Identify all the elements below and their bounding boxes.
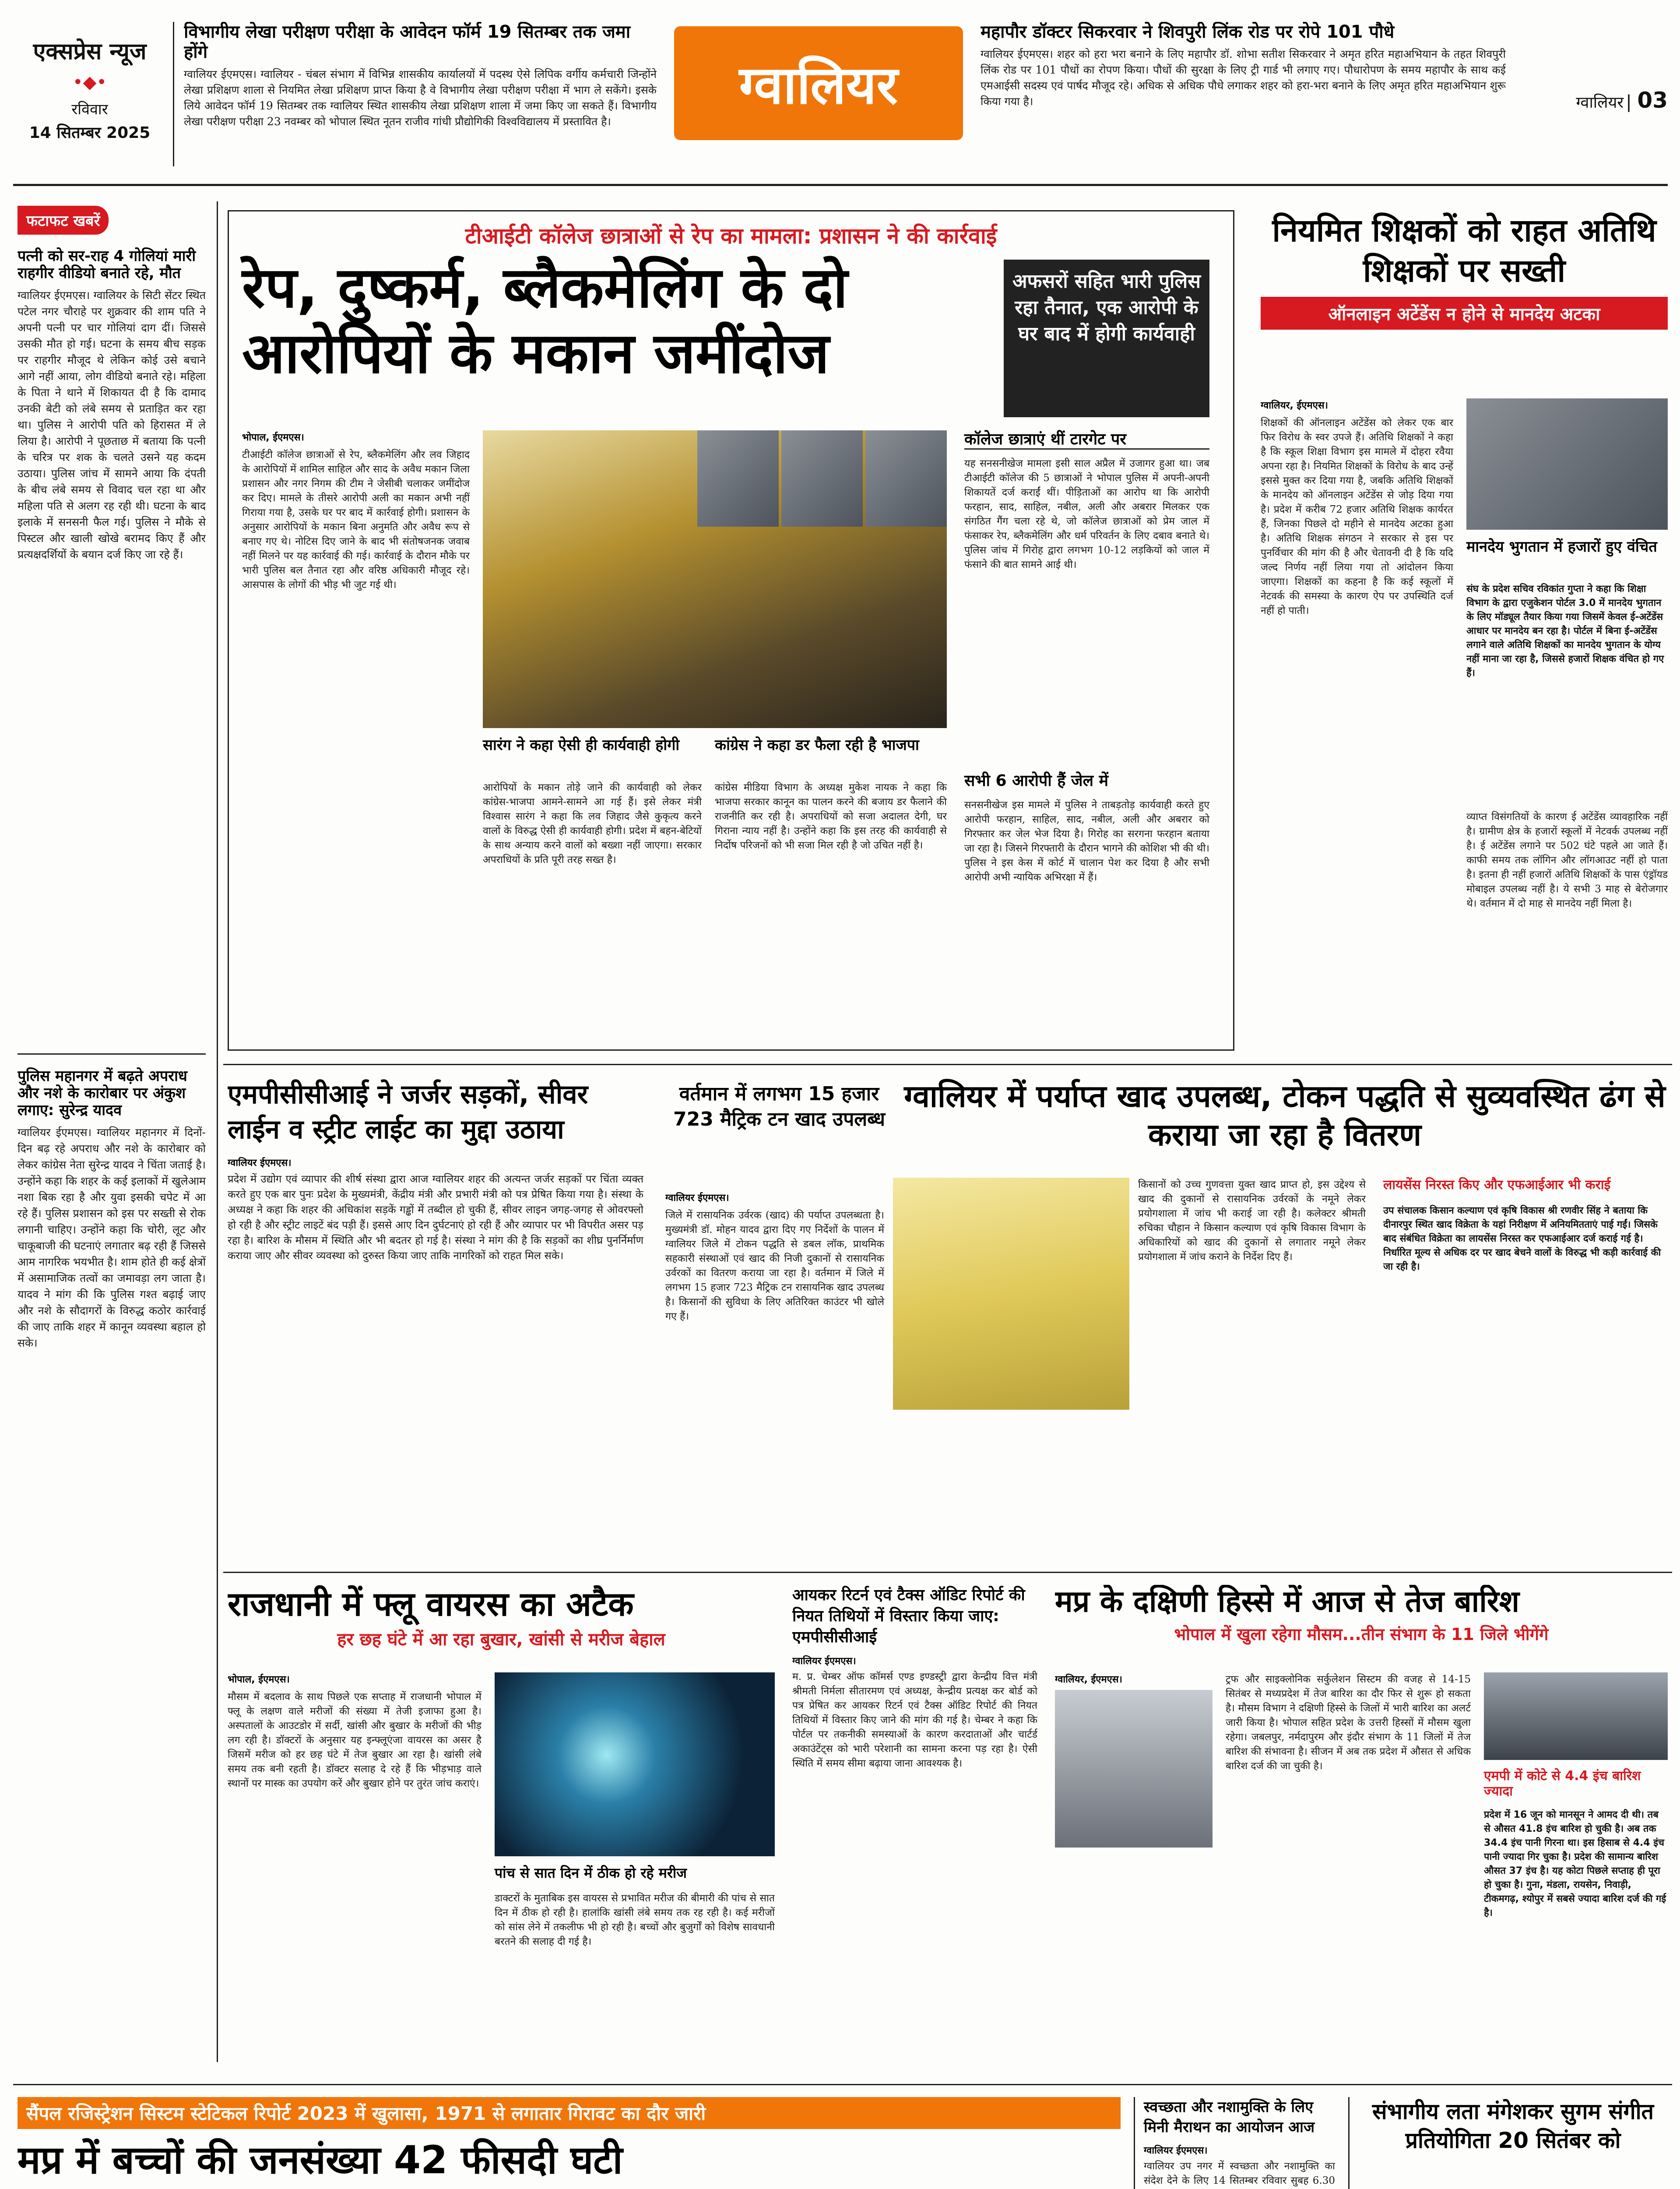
issue-day: रविवार bbox=[71, 101, 108, 118]
fatafat-text-1: ग्वालियर ईएमएस। ग्वालियर के सिटी सेंटर स्थित पटेल नगर चौराहे पर शुक्रवार की शाम पति ने अपनी पत्नी पर चार गोलियां दाग दीं। जिससे उसकी मौत हो गई। घटना के समय बीच सड़क पर राहगीर मौजूद थे लेकिन कोई उसे बचाने आगे नहीं आया, लोग वीडियो बनाते रहे। महिला के पिता ने थाने में शिकायत दी है कि दामाद उनकी बेटी को लंबे समय से प्रताड़ित कर रहा था। पुलिस ने आरोपी पति को हिरासत में ले लिया है। आरोपी ने पूछताछ में बताया कि पत्नी के चरित्र पर शक के चलते उसने यह कदम उठाया। पुलिस जांच में सामने आया कि दंपती के बीच लंबे समय से विवाद चल रहा था और महिला पति से अलग रह रही थी। घटना के बाद इलाके में सनसनी फैल गई। पुलिस ने मौके से पिस्टल और खाली खोखे बरामद किए हैं और प्रत्यक्षदर्शियों के बयान दर्ज किए जा रहे हैं। bbox=[18, 289, 206, 561]
flu-story bbox=[228, 1585, 775, 2071]
fatafat-column bbox=[18, 206, 206, 2045]
mpcci-roads-story bbox=[228, 1077, 643, 1559]
teachers-box-title: मानदेय भुगतान में हजारों हुए वंचित bbox=[1466, 538, 1657, 556]
flu-text-2: डाक्टरों के मुताबिक इस वायरस से प्रभावित मरीज की बीमारी की पांच से सात दिन में ठीक हो रही है। हालांकि खांसी लंबे समय तक रह रही है। कई मरीजों को सांस लेने में तकलीफ भी हो रही है। बच्चों और बुजुर्गों को विशेष सावधानी बरतने की सलाह दी गई है। bbox=[495, 1893, 775, 1947]
lead-text-congress: कांग्रेस मीडिया विभाग के अध्यक्ष मुकेश नायक ने कहा कि भाजपा सरकार कानून का पालन करने की बजाय डर फैलाने की राजनीति कर रही है। अपराधियों को सजा अदालत देगी, घर गिराना न्याय नहीं है। उन्होंने कहा कि इस तरह की कार्यवाही से निर्दोष परिजनों को भी सजा मिल रही है जो उचित नहीं है। bbox=[715, 782, 947, 851]
music-story bbox=[1348, 2097, 1668, 2189]
top-right-news bbox=[981, 22, 1506, 171]
teachers-story bbox=[1261, 210, 1668, 1051]
fertilizer-story bbox=[665, 1077, 1668, 1559]
accused-photo-2 bbox=[781, 430, 863, 527]
top-left-news bbox=[184, 22, 657, 171]
teachers-headline: नियमित शिक्षकों को राहत अतिथि शिक्षकों पर सख्ती bbox=[1272, 212, 1656, 289]
section-title: ग्वालियर bbox=[739, 55, 898, 116]
flu-byline: भोपाल, ईएमएस। bbox=[228, 1674, 290, 1685]
fertilizer-byline: ग्वालियर ईएमएस। bbox=[665, 1193, 729, 1204]
rain-headline: मप्र के दक्षिणी हिस्से में आज से तेज बारिश bbox=[1055, 1585, 1519, 1619]
marathon-text: ग्वालियर उप नगर में स्वच्छता और नशामुक्ति का संदेश देने के लिए 14 सितम्बर रविवार सुबह 6.30 bbox=[1144, 2161, 1335, 2186]
top-left-headline: विभागीय लेखा परीक्षण परीक्षा के आवेदन फॉर्म 19 सितम्बर तक जमा होंगे bbox=[184, 22, 631, 62]
masthead-brand-box bbox=[18, 26, 162, 149]
accused-photo-3 bbox=[865, 430, 947, 527]
lead-caption-sarang: सारंग ने कहा ऐसी ही कार्यवाही होगी bbox=[483, 736, 680, 754]
lead-headline: रेप, दुष्कर्म, ब्लैकमेलिंग के दो आरोपियों के मकान जमींदोज bbox=[242, 255, 848, 386]
accused-photo-1 bbox=[697, 430, 779, 527]
lead-col3-text-2: सनसनीखेज इस मामले में पुलिस ने ताबड़तोड़ कार्यवाही करते हुए आरोपी फरहान, साहिल, साद, नबील, अली और अबरार को गिरफ्तार कर जेल भेज दिया है। गिरोह का सरगना फरहान बताया जा रहा है। जिसने गिरफ्तारी के दौरान भागने की कोशिश भी की थी। पुलिस ने इस केस में कोर्ट में चालान पेश कर दिया है और सभी आरोपी अभी न्यायिक अभिरक्षा में हैं। bbox=[964, 799, 1209, 883]
rain-box-title: एमपी में कोटे से 4.4 इंच बारिश ज्यादा bbox=[1484, 1768, 1641, 1799]
top-right-text: ग्वालियर ईएमएस। शहर को हरा भरा बनाने के लिए महापौर डॉ. शोभा सतीश सिकरवार ने अमृत हरित महाअभियान के तहत शिवपुरी लिंक रोड पर 101 पौधों का रोपण किया। पौधों की सुरक्षा के लिए ट्री गार्ड भी लगाए गए। पौधारोपण के समय महापौर के साथ कई एमआईसी सदस्य एवं पार्षद मौजूद रहे। अधिक से अधिक पौधे लगाकर शहर को हरा-भरा बनाने के लिए अमृत हरित महाअभियान शुरू किया गया है। bbox=[981, 48, 1506, 108]
itr-story bbox=[792, 1585, 1037, 2071]
rain-sub: भोपाल में खुला रहेगा मौसम...तीन संभाग के 11 जिले भीगेंगे bbox=[1174, 1625, 1549, 1644]
lead-col3-title-2: सभी 6 आरोपी हैं जेल में bbox=[964, 772, 1109, 790]
page-label-box: ग्वालियर | 03 bbox=[1576, 88, 1668, 113]
fertilizer-text: जिले में रासायनिक उर्वरक (खाद) की पर्याप्त उपलब्धता है। मुख्यमंत्री डॉ. मोहन यादव द्वारा दिए गए निर्देशों के पालन में ग्वालियर जिले में टोकन पद्धति से डबल लॉक, प्राथमिक सहकारी संस्थाओं एवं खाद की निजी दुकानों से रासायनिक उर्वरकों का वितरण कराया जा रहा है। वर्तमान में जिले में लगभग 15 हजार 723 मैट्रिक टन रासायनिक खाद उपलब्ध है। किसानों की सुविधा के लिए अतिरिक्त काउंटर भी खोले गए हैं। bbox=[665, 1210, 884, 1322]
population-story bbox=[18, 2097, 1121, 2189]
rain-story bbox=[1055, 1585, 1668, 2071]
flu-virus-photo bbox=[495, 1672, 775, 1856]
lead-text-sarang: आरोपियों के मकान तोड़े जाने की कार्यवाही को लेकर कांग्रेस-भाजपा आमने-सामने आ गई हैं। इसे लेकर मंत्री विश्वास सारंग ने कहा कि लव जिहाद जैसे कुकृत्य करने वालों के विरुद्ध ऐसी ही कार्यवाही होगी। प्रदेश में बहन-बेटियों के साथ अन्याय करने वालों को बख्शा नहीं जाएगा। सरकार अपराधियों के प्रति पूरी तरह सख्त है। bbox=[483, 782, 702, 866]
itr-text: म. प्र. चेम्बर ऑफ कॉमर्स एण्ड इण्डस्ट्री द्वारा केन्द्रीय वित्त मंत्री श्रीमती निर्मला सीतारमण एवं अध्यक्ष, केन्द्रीय प्रत्यक्ष कर बोर्ड को पत्र प्रेषित कर आयकर रिटर्न एवं टैक्स ऑडिट रिपोर्ट की नियत तिथियों में विस्तार किए जाने की मांग की गई है। चेम्बर ने कहा कि पोर्टल पर तकनीकी समस्याओं के कारण करदाताओं और चार्टर्ड अकाउंटेंट्स को भारी परेशानी का सामना करना पड़ रहा है। ऐसी स्थिति में समय सीमा बढ़ाया जाना आवश्यक है। bbox=[792, 1671, 1037, 1769]
lead-side-box: अफसरों सहित भारी पुलिस रहा तैनात, एक आरोपी के घर बाद में होगी कार्यवाही bbox=[1004, 260, 1209, 417]
fertilizer-text-2: किसानों को उच्च गुणवत्ता युक्त खाद प्राप्त हो, इस उद्देश्य से खाद की दुकानों से रासायनिक उर्वरकों के नमूने लेकर प्रयोगशाला में जांच भी कराई जा रही है। कलेक्टर श्रीमती रुचिका चौहान ने किसान कल्याण एवं कृषि विकास विभाग के अधिकारियों को खाद की दुकानों से लगातार नमूने लेकर प्रयोगशाला में जांच कराने के निर्देश दिए हैं। bbox=[1138, 1179, 1366, 1263]
mpcci-roads-headline: एमपीसीसीआई ने जर्जर सड़कों, सीवर लाईन व स्ट्रीट लाईट का मुद्दा उठाया bbox=[228, 1079, 588, 1145]
fatafat-label: फटाफट खबरें bbox=[18, 206, 109, 235]
lead-col3-title: कॉलेज छात्राएं थीं टारगेट पर bbox=[964, 430, 1209, 450]
lead-caption-congress: कांग्रेस ने कहा डर फैला रही है भाजपा bbox=[715, 736, 919, 754]
fatafat-text-2: ग्वालियर ईएमएस। ग्वालियर महानगर में दिनों-दिन बढ़ रहे अपराध और नशे के कारोबार को लेकर कांग्रेस नेता सुरेन्द्र यादव ने चिंता जताई है। उन्होंने कहा कि शहर के कई इलाकों में खुलेआम नशा बिक रहा है और युवा इसकी चपेट में आ रहे हैं। पुलिस प्रशासन को इस पर सख्ती से रोक लगानी चाहिए। उन्होंने कहा कि चोरी, लूट और चाकूबाजी की घटनाएं लगातार बढ़ रही हैं जिससे आम नागरिक भयभीत है। शाम होते ही कई क्षेत्रों में असामाजिक तत्वों का जमावड़ा लग जाता है। यादव ने मांग की कि पुलिस गश्त बढ़ाई जाए और नशे के सौदागरों के विरुद्ध कठोर कार्रवाई की जाए ताकि शहर में कानून व्यवस्था बहाल हो सके। bbox=[18, 1126, 206, 1350]
fatafat-headline-1: पत्नी को सर-राह 4 गोलियां मारी राहगीर वीडियो बनाते रहे, मौत bbox=[18, 247, 196, 282]
page-number: 03 bbox=[1637, 88, 1668, 113]
fertilizer-box-text: उप संचालक किसान कल्याण एवं कृषि विकास श्री रणवीर सिंह ने बताया कि दीनारपुर स्थित खाद विक्रेता के यहां निरीक्षण में अनियमितताएं पाई गईं। जिसके बाद संबंधित विक्रेता का लायसेंस निरस्त कर एफआईआर दर्ज कराई गई है। निर्धारित मूल्य से अधिक दर पर खाद बेचने वालों के विरुद्ध भी कड़ी कार्रवाई की जा रही है। bbox=[1383, 1205, 1661, 1272]
teachers-photo bbox=[1466, 398, 1668, 530]
fatafat-headline-2: पुलिस महानगर में बढ़ते अपराध और नशे के कारोबार पर अंकुश लगाए: सुरेन्द्र यादव bbox=[18, 1067, 187, 1119]
top-left-text: ग्वालियर ईएमएस। ग्वालियर - चंबल संभाग में विभिन्न शासकीय कार्यालयों में पदस्थ ऐसे लिपिक वर्गीय कर्मचारी जिन्होंने लेखा प्रशिक्षण शाला से नियमित लेखा प्रशिक्षण प्राप्त किया है वे विभागीय लेखा परीक्षण परीक्षा में भाग ले सकेंगे। इसके लिये आवेदन फॉर्म 19 सितम्बर तक ग्वालियर स्थित शासकीय लेखा प्रशिक्षण शाला में जमा किए जा सकते हैं। विभागीय लेखा परीक्षण परीक्षा 23 नवम्बर को भोपाल स्थित नूतन राजीव गांधी प्रौद्योगिकी विश्वविद्यालय में प्रस्तावित है। bbox=[184, 68, 657, 128]
music-headline: संभागीय लता मंगेशकर सुगम संगीत प्रतियोगिता 20 सितंबर को bbox=[1372, 2099, 1654, 2153]
itr-byline: ग्वालियर ईएमएस। bbox=[792, 1656, 856, 1667]
fertilizer-photo bbox=[893, 1178, 1129, 1410]
teachers-byline: ग्वालियर, ईएमएस। bbox=[1261, 400, 1329, 411]
population-kicker: सैंपल रजिस्ट्रेशन सिस्टम स्टेटिकल रिपोर्ट 2023 में खुलासा, 1971 से लगातार गिरावट का दौर जारी bbox=[18, 2097, 1121, 2129]
marathon-story bbox=[1134, 2097, 1335, 2189]
brand-ornament: •◆• bbox=[73, 72, 107, 92]
lead-text: टीआईटी कॉलेज छात्राओं से रेप, ब्लैकमेलिंग और लव जिहाद के आरोपियों में शामिल साहिल और साद के अवैध मकान जिला प्रशासन और नगर निगम की टीम ने जेसीबी चलाकर जमींदोज कर दिए। मामले के तीसरे आरोपी अली का मकान अभी नहीं गिराया गया है, उसके घर पर बाद में कार्रवाई होगी। प्रशासन के अनुसार आरोपियों के मकान बिना अनुमति और अवैध रूप से बनाए गए थे। नोटिस दिए जाने के बाद भी संतोषजनक जवाब नहीं मिलने पर यह कार्रवाई की गई। कार्रवाई के दौरान मौके पर भारी पुलिस बल तैनात रहा और वरिष्ठ अधिकारी मौजूद रहे। आसपास के लोगों की भीड़ भी जुट गई थी। bbox=[242, 449, 470, 591]
mpcci-roads-text: प्रदेश में उद्योग एवं व्यापार की शीर्ष संस्था द्वारा आज ग्वालियर शहर की अत्यन्त जर्जर सड़कों पर चिंता व्यक्त करते हुए एक बार पुनः प्रदेश के मुख्यमंत्री, केंद्रीय मंत्री और प्रभारी मंत्री को पत्र प्रेषित किया गया है। संस्था के अध्यक्ष ने कहा कि शहर की अधिकांश सड़कें गड्ढों में तब्दील हो चुकी हैं, सीवर लाइन जगह-जगह से ओवरफ्लो हो रही है और स्ट्रीट लाइटें बंद पड़ी हैं। इससे आए दिन दुर्घटनाएं हो रही हैं और व्यापार पर भी विपरीत असर पड़ रहा है। बारिश के मौसम में स्थिति और भी बदतर हो गई है। संस्था ने मांग की है कि सड़कों का शीघ्र पुनर्निर्माण कराया जाए और सीवर व्यवस्था को दुरुस्त किया जाए ताकि नागरिकों को राहत मिल सके। bbox=[228, 1173, 643, 1262]
lead-col3-text: यह सनसनीखेज मामला इसी साल अप्रैल में उजागर हुआ था। जब टीआईटी कॉलेज की 5 छात्राओं ने भोपाल पुलिस में अपनी-अपनी शिकायतें दर्ज कराईं थीं। पीड़िताओं का आरोप था कि आरोपी फरहान, साद, साहिल, नबील, अली और अबरार मिलकर एक संगठित गैंग चला रहे थे, जो कॉलेज छात्राओं को प्रेम जाल में फंसाकर रेप, ब्लैकमेलिंग और धर्म परिवर्तन के लिए दबाव बनाते थे। पुलिस जांच में गिरोह द्वारा लगभग 10-12 लड़कियों को जाल में फंसाने की बात सामने आई थी। bbox=[964, 458, 1209, 570]
rain-photo-2 bbox=[1484, 1672, 1668, 1760]
rain-text: ट्रफ और साइक्लोनिक सर्कुलेशन सिस्टम की वजह से 14-15 सितंबर से मध्यप्रदेश में तेज बारिश का दौर फिर से शुरू हो सकता है। मौसम विभाग ने दक्षिणी हिस्से के जिलों में भारी बारिश का अलर्ट जारी किया है। भोपाल सहित प्रदेश के उत्तरी हिस्सों में मौसम खुला रहेगा। जबलपुर, नर्मदापुरम और इंदौर संभाग के 11 जिलों में तेज बारिश की संभावना है। सीजन में अब तक प्रदेश में औसत से अधिक बारिश दर्ज की जा चुकी है। bbox=[1226, 1674, 1471, 1772]
lead-photo-faces bbox=[697, 430, 947, 527]
rain-photo bbox=[1055, 1690, 1213, 1848]
flu-caption: पांच से सात दिन में ठीक हो रहे मरीज bbox=[495, 1865, 687, 1881]
issue-date: 14 सितम्बर 2025 bbox=[29, 124, 151, 142]
teachers-box-text: संघ के प्रदेश सचिव रविकांत गुप्ता ने कहा कि शिक्षा विभाग के द्वारा एजुकेशन पोर्टल 3.0 में मानदेय भुगतान के लिए मॉड्यूल तैयार किया गया जिसमें केवल ई-अटेंडेंस आधार पर मानदेय बन रहा है। पोर्टल में बिना ई-अटेंडेंस लगाने वाले अतिथि शिक्षकों का मानदेय भुगतान के योग्य नहीं माना जा रहा है, जिससे हजारों शिक्षक वंचित हो गए हैं। bbox=[1466, 584, 1664, 679]
lead-byline: भोपाल, ईएमएस। bbox=[242, 432, 304, 443]
page-label: ग्वालियर bbox=[1576, 94, 1624, 112]
flu-text: मौसम में बदलाव के साथ पिछले एक सप्ताह में राजधानी भोपाल में फ्लू के लक्षण वाले मरीजों की संख्या में तेजी इजाफा हुआ है। अस्पतालों के आउटडोर में सर्दी, खांसी और बुखार के मरीजों की भीड़ लग रही है। डॉक्टरों के अनुसार यह इन्फ्लूएंजा वायरस का असर है जिसमें मरीज को हर छह घंटे में तेज बुखार आ रहा है। खांसी लंबे समय तक बनी रहती है। डॉक्टर सलाह दे रहे हैं कि भीड़भाड़ वाले स्थानों पर मास्क का उपयोग करें और बुखार होने पर तुरंत जांच कराएं। bbox=[228, 1691, 482, 1789]
lead-story bbox=[228, 210, 1234, 1051]
rain-box-text: प्रदेश में 16 जून को मानसून ने आमद दी थी। तब से औसत 41.8 इंच बारिश हो चुकी है। अब तक 34.4 इंच पानी गिरना था। इस हिसाब से 4.4 इंच पानी ज्यादा गिर चुका है। प्रदेश की सामान्य बारिश औसत 37 इंच है। यह कोटा पिछले सप्ताह ही पूरा हो चुका है। गुना, मंडला, रायसेन, निवाड़ी, टीकमगढ़, श्योपुर में सबसे ज्यादा बारिश दर्ज की गई है। bbox=[1484, 1809, 1666, 1918]
teachers-text-2: व्याप्त विसंगतियों के कारण ई अटेंडेंस व्यावहारिक नहीं है। ग्रामीण क्षेत्र के हजारों स्कूलों में नेटवर्क उपलब्ध नहीं है। ई अटेंडेंस लगाने पर 502 घंटे पहले आ जाते हैं। काफी समय तक लॉगिन और लॉगआउट नहीं हो पाता है। इतना ही नहीं हजारों अतिथि शिक्षकों के पास एंड्रॉयड मोबाइल उपलब्ध नहीं है। ये सभी 3 माह से बेरोजगार थे। वर्तमान में दो माह से मानदेय नहीं मिला है। bbox=[1466, 811, 1668, 909]
brand-name: एक्सप्रेस न्यूज bbox=[33, 39, 147, 65]
top-right-headline: महापौर डॉक्टर सिकरवार ने शिवपुरी लिंक रोड पर रोपे 101 पौधे bbox=[981, 22, 1395, 42]
itr-headline: आयकर रिटर्न एवं टैक्स ऑडिट रिपोर्ट की नियत तिथियों में विस्तार किया जाए: एमपीसीसीआई bbox=[792, 1586, 1025, 1646]
teachers-sub: ऑनलाइन अटेंडेंस न होने से मानदेय अटका bbox=[1261, 297, 1668, 330]
mpcci-roads-byline: ग्वालियर ईएमएस। bbox=[228, 1158, 292, 1168]
marathon-byline: ग्वालियर ईएमएस। bbox=[1144, 2145, 1208, 2156]
fertilizer-headline: ग्वालियर में पर्याप्त खाद उपलब्ध, टोकन पद्धति से सुव्यवस्थित ढंग से कराया जा रहा है वितरण bbox=[904, 1078, 1666, 1153]
marathon-headline: स्वच्छता और नशामुक्ति के लिए मिनी मैराथन का आयोजन आज bbox=[1144, 2098, 1315, 2136]
population-headline: मप्र में बच्चों की जनसंख्या 42 फीसदी घटी bbox=[18, 2137, 623, 2182]
flu-sub: हर छह घंटे में आ रहा बुखार, खांसी से मरीज बेहाल bbox=[337, 1629, 665, 1650]
rain-byline: ग्वालियर, ईएमएस। bbox=[1055, 1674, 1123, 1685]
flu-headline: राजधानी में फ्लू वायरस का अटैक bbox=[228, 1585, 634, 1623]
lead-kicker: टीआईटी कॉलेज छात्राओं से रेप का मामला: प्रशासन ने की कार्रवाई bbox=[465, 223, 997, 249]
fertilizer-box-title: लायसेंस निरस्त किए और एफआईआर भी कराई bbox=[1383, 1177, 1611, 1193]
fertilizer-pull: वर्तमान में लगभग 15 हजार 723 मैट्रिक टन खाद उपलब्ध bbox=[673, 1083, 885, 1130]
section-banner bbox=[674, 26, 963, 140]
teachers-text: शिक्षकों की ऑनलाइन अटेंडेंस को लेकर एक बार फिर विरोध के स्वर उपजे हैं। अतिथि शिक्षकों ने कहा है कि स्कूल शिक्षा विभाग इस मामले में दोहरा रवैया अपना रहा है। नियमित शिक्षकों के विरोध के बाद उन्हें इससे मुक्त कर दिया गया है, जबकि अतिथि शिक्षकों के मानदेय को ऑनलाइन अटेंडेंस से जोड़ दिया गया है। प्रदेश में करीब 72 हजार अतिथि शिक्षक कार्यरत हैं, जिनका पिछले दो महीने से मानदेय अटका हुआ है। अतिथि शिक्षक संगठन ने सरकार से इस पर पुनर्विचार की मांग की है और चेतावनी दी है कि यदि जल्द निर्णय नहीं लिया गया तो आंदोलन किया जाएगा। शिक्षकों का कहना है कि कई स्कूलों में नेटवर्क की समस्या के कारण ऐप पर उपस्थिति दर्ज नहीं हो पाती। bbox=[1261, 417, 1453, 616]
